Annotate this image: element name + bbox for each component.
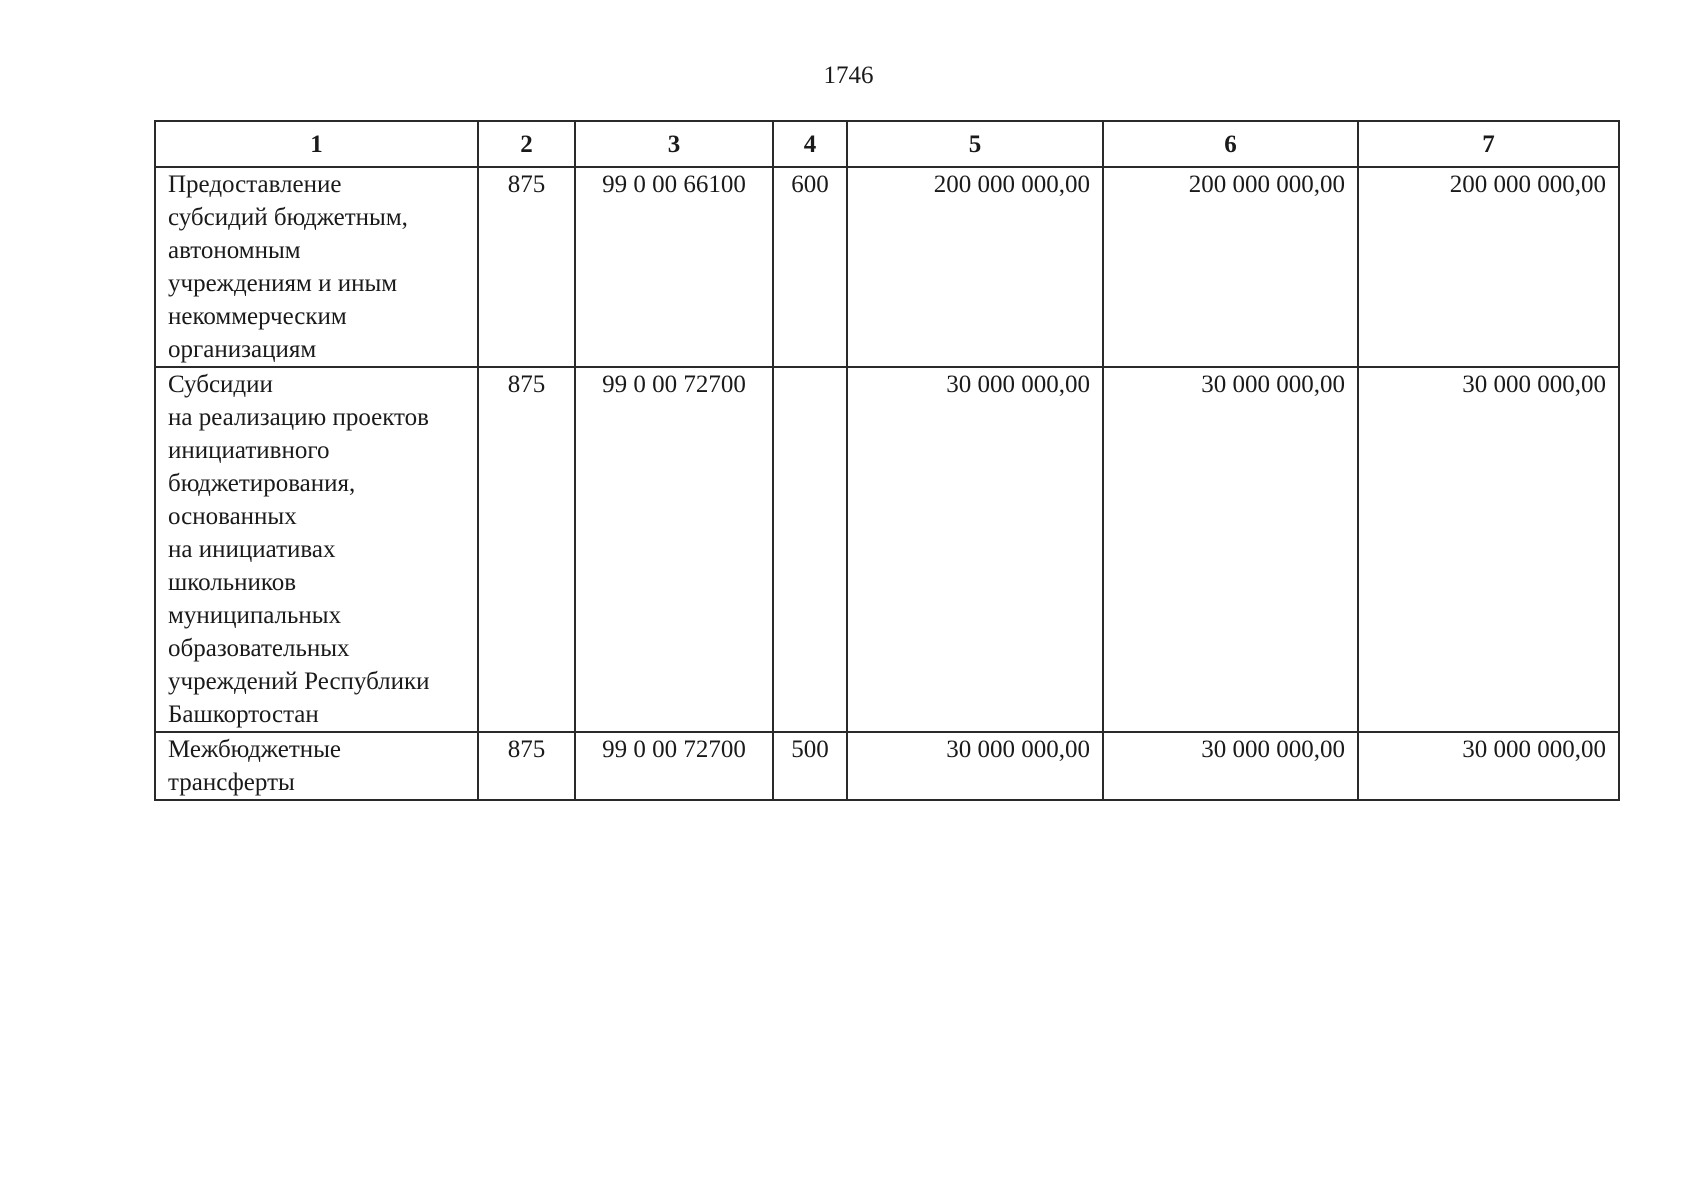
column-header-1: 1 bbox=[155, 121, 478, 167]
row-name-line: на инициативах bbox=[168, 536, 336, 563]
row-amount-cell-7: 30 000 000,00 bbox=[1358, 367, 1619, 732]
row-name-line: учреждений Республики bbox=[168, 668, 430, 695]
page-number: 1746 bbox=[823, 62, 874, 89]
column-header-2: 2 bbox=[478, 121, 575, 167]
row-name-line: Башкортостан bbox=[168, 701, 319, 728]
row-amount-cell-6: 200 000 000,00 bbox=[1103, 167, 1358, 367]
table-row bbox=[155, 167, 1619, 367]
row-expense-type-cell: 500 bbox=[773, 732, 847, 800]
row-name-line: школьников bbox=[168, 569, 297, 596]
row-name-line: бюджетирования, bbox=[168, 470, 356, 497]
row-name-line: образовательных bbox=[168, 635, 350, 662]
row-code-cell: 875 bbox=[478, 167, 575, 367]
header-row bbox=[155, 121, 1619, 167]
row-name-cell bbox=[155, 167, 478, 367]
row-expense-type-cell: 600 bbox=[773, 167, 847, 367]
row-target-article-cell: 99 0 00 72700 bbox=[575, 367, 773, 732]
row-amount-cell-5: 30 000 000,00 bbox=[847, 367, 1103, 732]
row-name-line: Межбюджетные bbox=[168, 736, 342, 763]
column-header-5: 5 bbox=[847, 121, 1103, 167]
row-amount-cell-5: 30 000 000,00 bbox=[847, 732, 1103, 800]
row-amount-cell-7: 30 000 000,00 bbox=[1358, 732, 1619, 800]
row-code-cell: 875 bbox=[478, 367, 575, 732]
row-name-cell bbox=[155, 732, 478, 800]
row-name-line: организациям bbox=[168, 336, 317, 363]
row-name-line: автономным bbox=[168, 237, 301, 264]
row-name-line: некоммерческим bbox=[168, 303, 347, 330]
row-target-article-cell: 99 0 00 72700 bbox=[575, 732, 773, 800]
row-amount-cell-6: 30 000 000,00 bbox=[1103, 732, 1358, 800]
row-name-line: субсидий бюджетным, bbox=[168, 204, 408, 231]
row-expense-type-cell bbox=[773, 367, 847, 732]
row-target-article-cell: 99 0 00 66100 bbox=[575, 167, 773, 367]
row-code-cell: 875 bbox=[478, 732, 575, 800]
row-name-line: основанных bbox=[168, 503, 297, 530]
row-name-line: муниципальных bbox=[168, 602, 342, 629]
row-amount-cell-5: 200 000 000,00 bbox=[847, 167, 1103, 367]
row-amount-cell-7: 200 000 000,00 bbox=[1358, 167, 1619, 367]
row-name-line: трансферты bbox=[168, 769, 295, 796]
budget-table bbox=[154, 120, 1620, 801]
row-name-cell bbox=[155, 367, 478, 732]
table-row bbox=[155, 732, 1619, 800]
column-header-7: 7 bbox=[1358, 121, 1619, 167]
column-header-3: 3 bbox=[575, 121, 773, 167]
table-row bbox=[155, 367, 1619, 732]
row-name-line: на реализацию проектов bbox=[168, 404, 429, 431]
row-amount-cell-6: 30 000 000,00 bbox=[1103, 367, 1358, 732]
row-name-line: Предоставление bbox=[168, 171, 342, 198]
column-header-6: 6 bbox=[1103, 121, 1358, 167]
column-header-4: 4 bbox=[773, 121, 847, 167]
row-name-line: инициативного bbox=[168, 437, 330, 464]
row-name-line: Субсидии bbox=[168, 371, 273, 398]
row-name-line: учреждениям и иным bbox=[168, 270, 398, 297]
